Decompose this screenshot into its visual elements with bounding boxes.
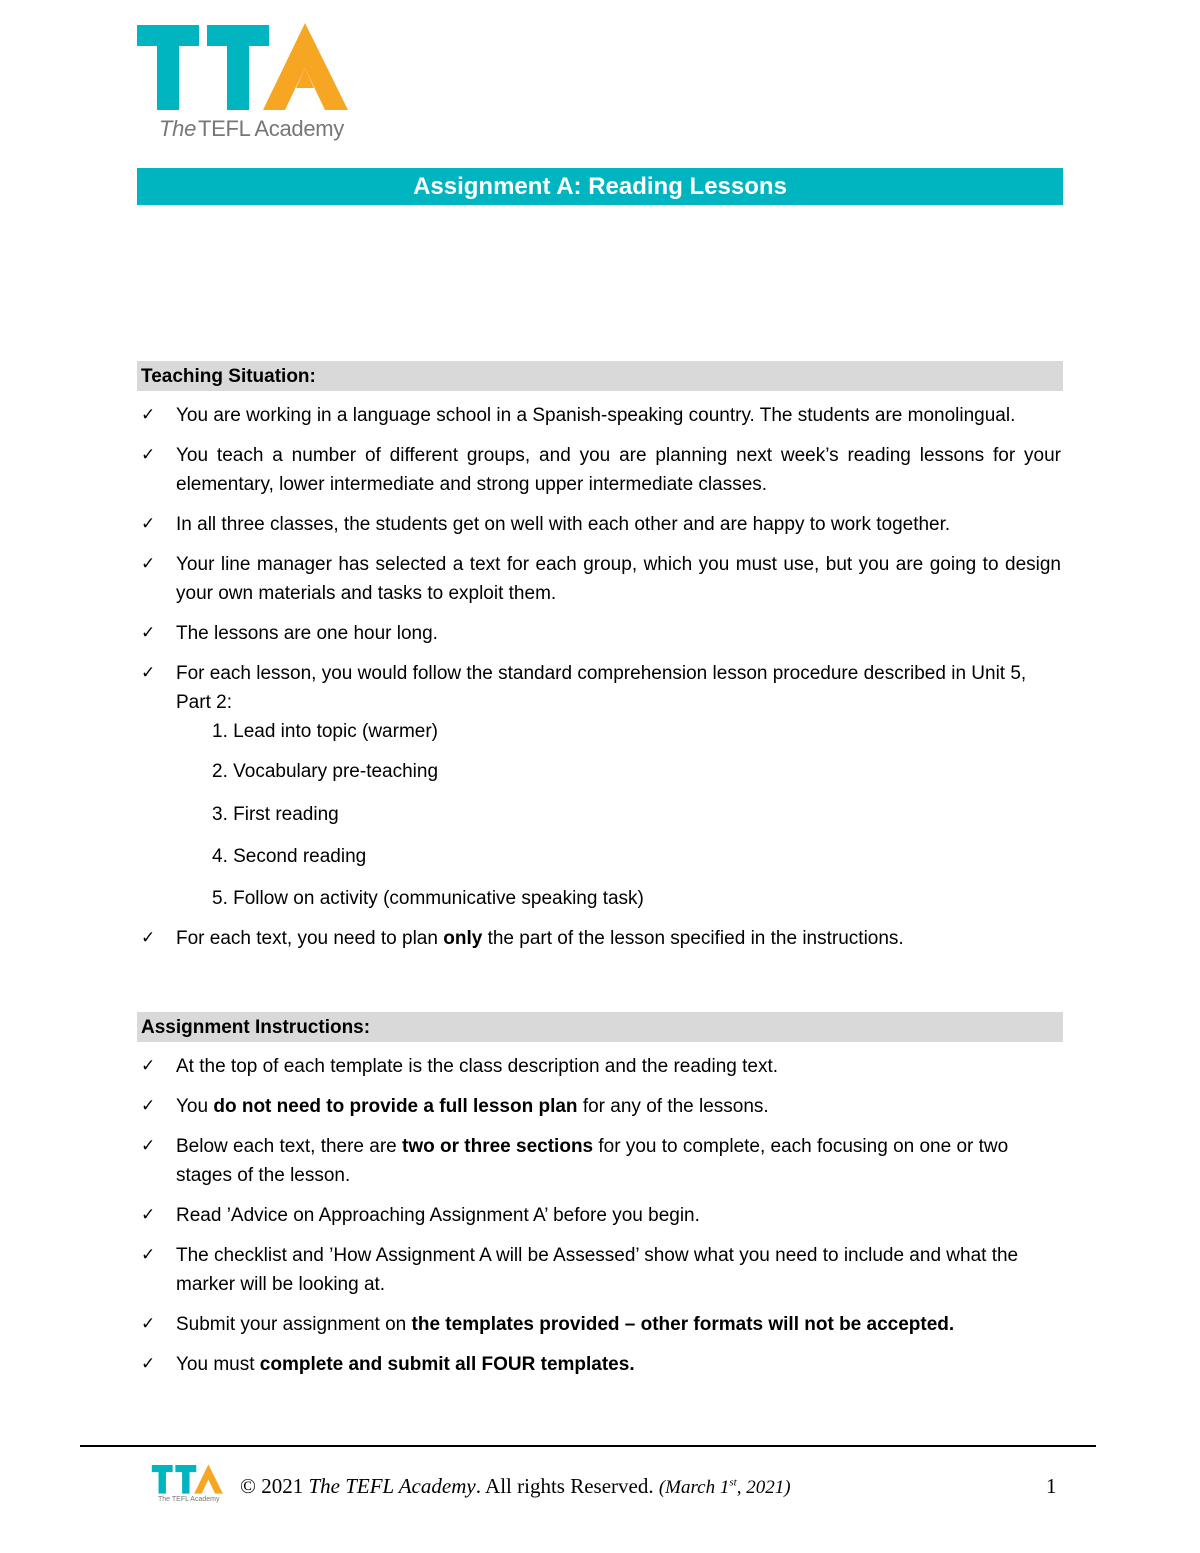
bullet-text: Your line manager has selected a text for each group, which you must use, but you are going to design your own materials and tasks to exploit them. [176,554,1061,604]
bullet-emphasis: the templates provided – other formats will not be accepted. [411,1314,955,1335]
checkmark-icon: ✓ [141,1136,156,1156]
date-prefix: (March 1 [658,1477,730,1498]
tta-logo [137,22,349,140]
checkmark-icon: ✓ [141,1314,156,1334]
logo-name: TEFL Academy [198,116,344,141]
checkmark-icon: ✓ [141,405,156,425]
bullet-text: You teach a number of different groups, and you are planning next week’s reading lessons for your elementary, lower intermediate and strong upper intermediate classes. [176,445,1061,495]
list-item [137,1052,1061,1081]
list-item [137,441,1061,499]
copyright-notice [240,1474,791,1499]
list-item [137,619,1061,648]
footer-divider [80,1445,1096,1447]
rights-text: . All rights Reserved. [475,1474,659,1498]
bullet-text: Below each text, there are [176,1136,403,1157]
checkmark-icon: ✓ [141,1056,156,1076]
bullet-emphasis: complete and submit all FOUR templates. [259,1354,635,1375]
list-item [137,924,1061,953]
bullet-text: At the top of each template is the class description and the reading text. [176,1056,779,1077]
logo-wordmark [159,116,354,142]
list-item [137,401,1061,430]
list-item [137,1241,1061,1299]
footer-date [659,1477,791,1498]
list-item [137,1201,1061,1230]
checkmark-icon: ✓ [141,514,156,534]
procedure-step: 3. First reading [212,804,339,825]
list-item [137,1132,1061,1190]
bullet-text: You must [176,1354,260,1375]
teaching-situation-heading: Teaching Situation: [137,361,1063,391]
bullet-text: The lessons are one hour long. [176,623,438,644]
bullet-emphasis: only [443,928,483,949]
checkmark-icon: ✓ [141,928,156,948]
bullet-text: The checklist and ’How Assignment A will be Assessed’ show what you need to include and what the marker will be looking at. [176,1245,1019,1295]
list-item [137,659,1061,913]
checkmark-icon: ✓ [141,623,156,643]
bullet-emphasis: do not need to provide a full lesson plan [213,1096,578,1117]
bullet-text: Submit your assignment on [176,1314,412,1335]
logo-prefix: The [159,116,197,141]
list-item [137,550,1061,608]
bullet-text: You [176,1096,214,1117]
bullet-text: For each text, you need to plan [176,928,444,949]
copyright-symbol-year: © 2021 [240,1474,309,1498]
footer-logo [150,1464,225,1506]
checkmark-icon: ✓ [141,1096,156,1116]
list-item [137,1092,1061,1121]
checkmark-icon: ✓ [141,1205,156,1225]
checkmark-icon: ✓ [141,1354,156,1374]
checkmark-icon: ✓ [141,554,156,574]
checkmark-icon: ✓ [141,663,156,683]
tta-logo-mark [137,22,349,117]
teaching-situation-list [137,401,1061,953]
bullet-text: In all three classes, the students get on well with each other and are happy to work together. [176,514,951,535]
company-name: The TEFL Academy [308,1474,476,1498]
bullet-text: the part of the lesson specified in the instructions. [482,928,904,949]
assignment-instructions-list [137,1052,1061,1379]
footer-logo-wordmark: The TEFL Academy [158,1496,220,1503]
page-number: 1 [1046,1474,1057,1498]
list-item [137,1310,1061,1339]
procedure-step: 5. Follow on activity (communicative speaking task) [212,888,644,909]
date-suffix: st [729,1476,737,1489]
procedure-list [176,717,1061,913]
procedure-step: 2. Vocabulary pre-teaching [212,761,439,782]
bullet-text: For each lesson, you would follow the standard comprehension lesson procedure described in Unit 5, Part 2: [176,663,1027,713]
procedure-step: 1. Lead into topic (warmer) [212,721,438,742]
date-postfix: , 2021) [736,1477,791,1498]
footer-logo-mark [150,1464,225,1496]
list-item [137,510,1061,539]
bullet-text: You are working in a language school in a Spanish-speaking country. The students are monolingual. [176,405,1016,426]
assignment-instructions-heading: Assignment Instructions: [137,1012,1063,1042]
document-title: Assignment A: Reading Lessons [137,168,1063,205]
bullet-text: Read ’Advice on Approaching Assignment A’ before you begin. [176,1205,700,1226]
bullet-text: for any of the lessons. [577,1096,769,1117]
bullet-emphasis: two or three sections [402,1136,594,1157]
list-item [137,1350,1061,1379]
checkmark-icon: ✓ [141,445,156,465]
procedure-step: 4. Second reading [212,846,367,867]
checkmark-icon: ✓ [141,1245,156,1265]
bullet-text: for you to complete, each focusing on one or two stages of the lesson. [176,1136,1009,1186]
